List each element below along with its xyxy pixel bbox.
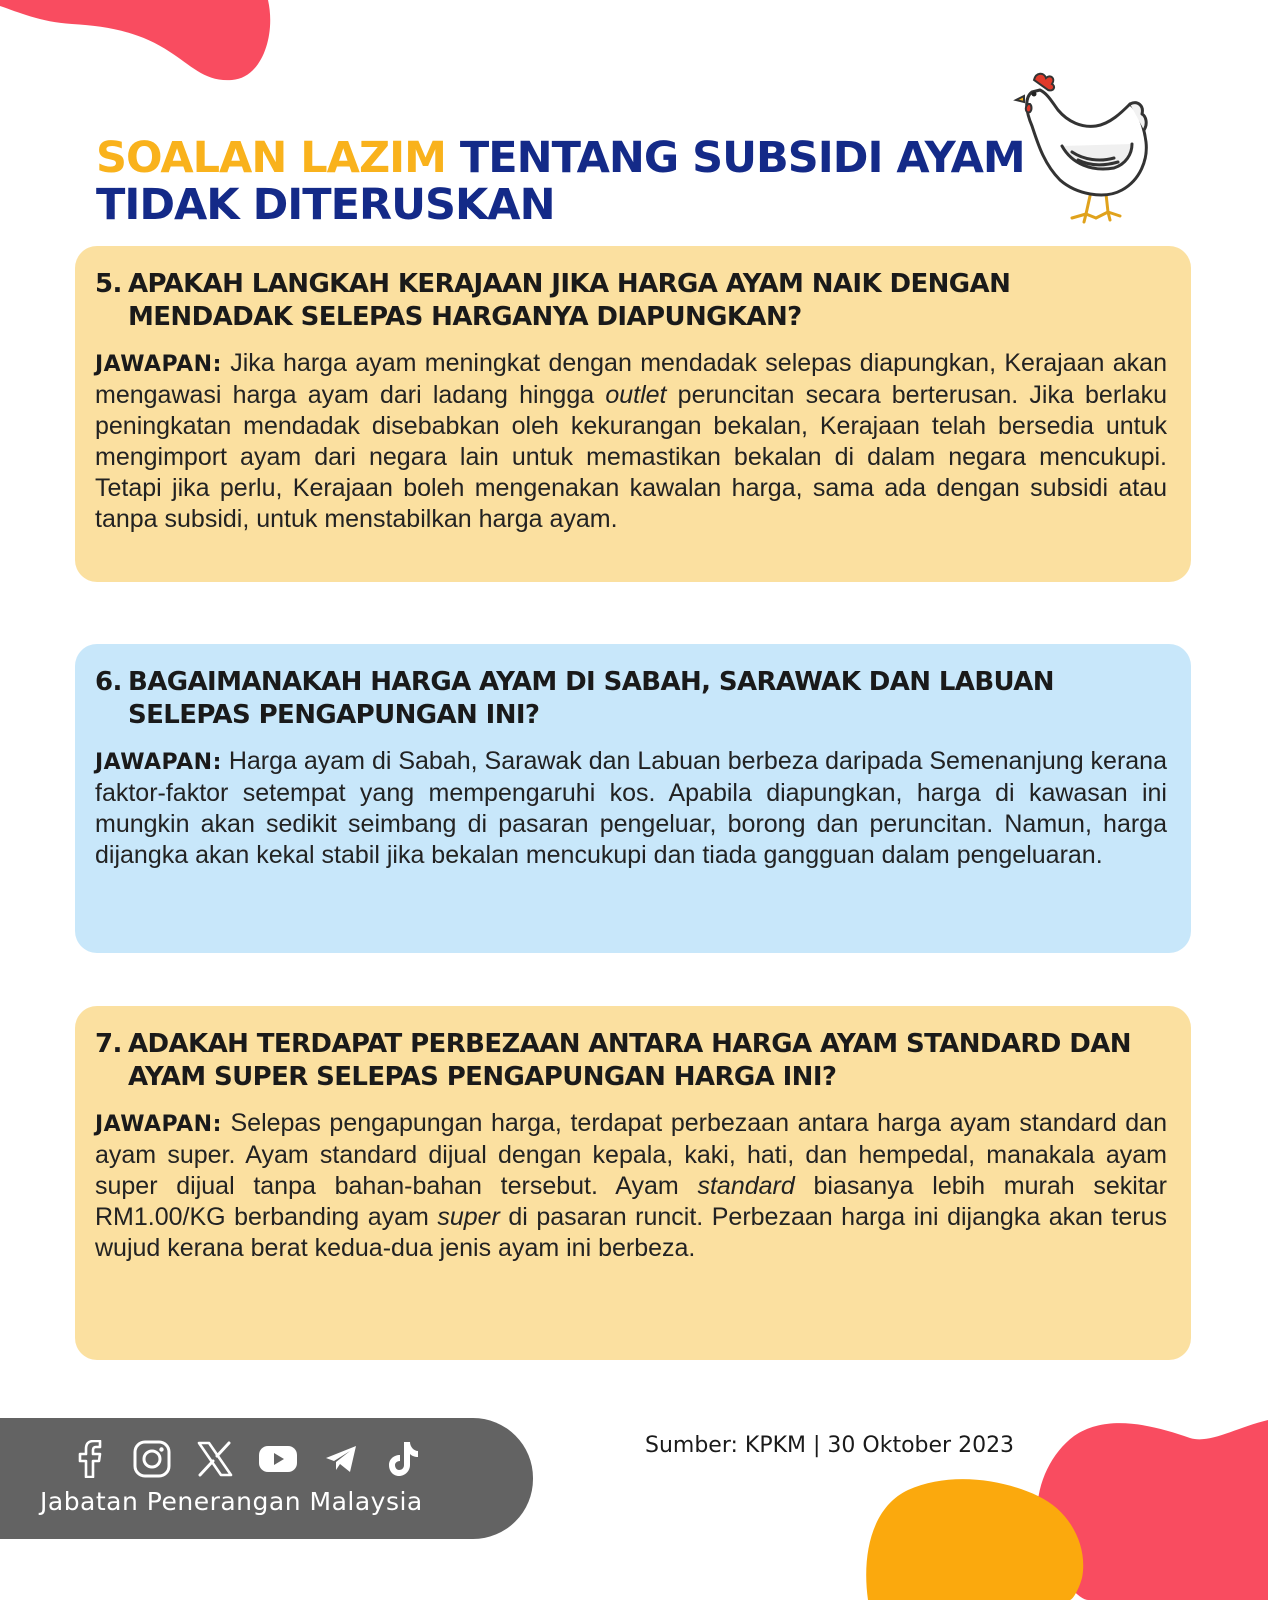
title-main: TENTANG SUBSIDI AYAM TIDAK DITERUSKAN (96, 133, 1025, 230)
faq-card-7 (75, 1006, 1191, 1360)
faq-6-question-text: BAGAIMANAKAH HARGA AYAM DI SABAH, SARAWAK DAN LABUAN SELEPAS PENGAPUNGAN INI? (128, 667, 1054, 730)
faq-5-answer-text-1: Jika harga ayam meningkat dengan mendadak selepas diapungkan, Kerajaan akan mengawasi harga ayam dari ladang hingga (95, 349, 1167, 409)
faq-6-answer (95, 746, 1167, 871)
faq-5-answer-text-2: peruncitan secara berterusan. Jika berlaku peningkatan mendadak disebabkan oleh kekurangan bekalan, Kerajaan telah bersedia untuk mengimport ayam dari negara lain untuk memastikan bekalan di dalam negara mencukupi. Tetapi jika perlu, Kerajaan boleh mengenakan kawalan harga, sama ada dengan subsidi atau tanpa subsidi, untuk menstabilkan harga ayam. (95, 381, 1168, 533)
faq-6-question (95, 666, 1167, 732)
bottom-orange-blob (860, 1478, 1090, 1600)
faq-6-number: 6. (95, 667, 122, 697)
faq-7-answer (95, 1108, 1167, 1264)
faq-7-question (95, 1028, 1167, 1094)
faq-7-answer-text-3: di pasaran runcit. Perbezaan harga ini dijangka akan terus wujud kerana berat kedua-dua jenis ayam ini berbeza. (95, 1203, 1167, 1262)
faq-card-6 (75, 644, 1191, 953)
youtube-icon[interactable] (257, 1438, 299, 1480)
faq-7-answer-italic-2: super (437, 1203, 500, 1231)
facebook-icon[interactable] (68, 1438, 110, 1480)
faq-7-answer-italic-1: standard (697, 1172, 795, 1200)
organization-name: Jabatan Penerangan Malaysia (40, 1487, 423, 1516)
faq-7-answer-text-2: biasanya lebih murah sekitar RM1.00/KG berbanding ayam (95, 1172, 1168, 1231)
faq-7-answer-label: JAWAPAN: (95, 1112, 222, 1137)
faq-5-number: 5. (95, 269, 122, 299)
faq-5-question (95, 268, 1167, 334)
faq-7-question-text: ADAKAH TERDAPAT PERBEZAAN ANTARA HARGA AYAM STANDARD DAN AYAM SUPER SELEPAS PENGAPUNGAN HARGA INI? (128, 1029, 1131, 1092)
faq-6-answer-text: Harga ayam di Sabah, Sarawak dan Labuan berbeza daripada Semenanjung kerana faktor-faktor setempat yang mempengaruhi kos. Apabila diapungkan, harga di kawasan ini mungkin akan sedikit seimbang di pasaran pengeluar, borong dan peruncitan. Namun, harga dijangka akan kekal stabil jika bekalan mencukupi dan tiada gangguan dalam pengeluaran. (95, 747, 1167, 869)
faq-7-number: 7. (95, 1029, 122, 1059)
faq-5-answer-label: JAWAPAN: (95, 352, 222, 377)
social-icons (68, 1438, 425, 1480)
instagram-icon[interactable] (131, 1438, 173, 1480)
faq-7-answer-text-1: Selepas pengapungan harga, terdapat perbezaan antara harga ayam standard dan ayam super. Ayam standard dijual dengan kepala, kaki, hati, dan hempedal, manakala ayam super dijual tanpa bahan-bahan tersebut. Ayam (95, 1109, 1167, 1200)
x-icon[interactable] (194, 1438, 236, 1480)
faq-5-answer-italic: outlet (605, 381, 667, 409)
top-left-red-blob (0, 0, 280, 90)
faq-5-question-text: APAKAH LANGKAH KERAJAAN JIKA HARGA AYAM NAIK DENGAN MENDADAK SELEPAS HARGANYA DIAPUNGKAN? (128, 269, 1011, 332)
faq-6-answer-label: JAWAPAN: (95, 750, 222, 775)
hen-illustration (1010, 68, 1160, 228)
telegram-icon[interactable] (320, 1438, 362, 1480)
faq-5-answer (95, 348, 1167, 535)
title-highlight: SOALAN LAZIM (96, 133, 446, 183)
page-title (96, 135, 1036, 229)
tiktok-icon[interactable] (383, 1438, 425, 1480)
faq-card-5 (75, 246, 1191, 582)
source-credit: Sumber: KPKM | 30 Oktober 2023 (645, 1433, 1015, 1458)
